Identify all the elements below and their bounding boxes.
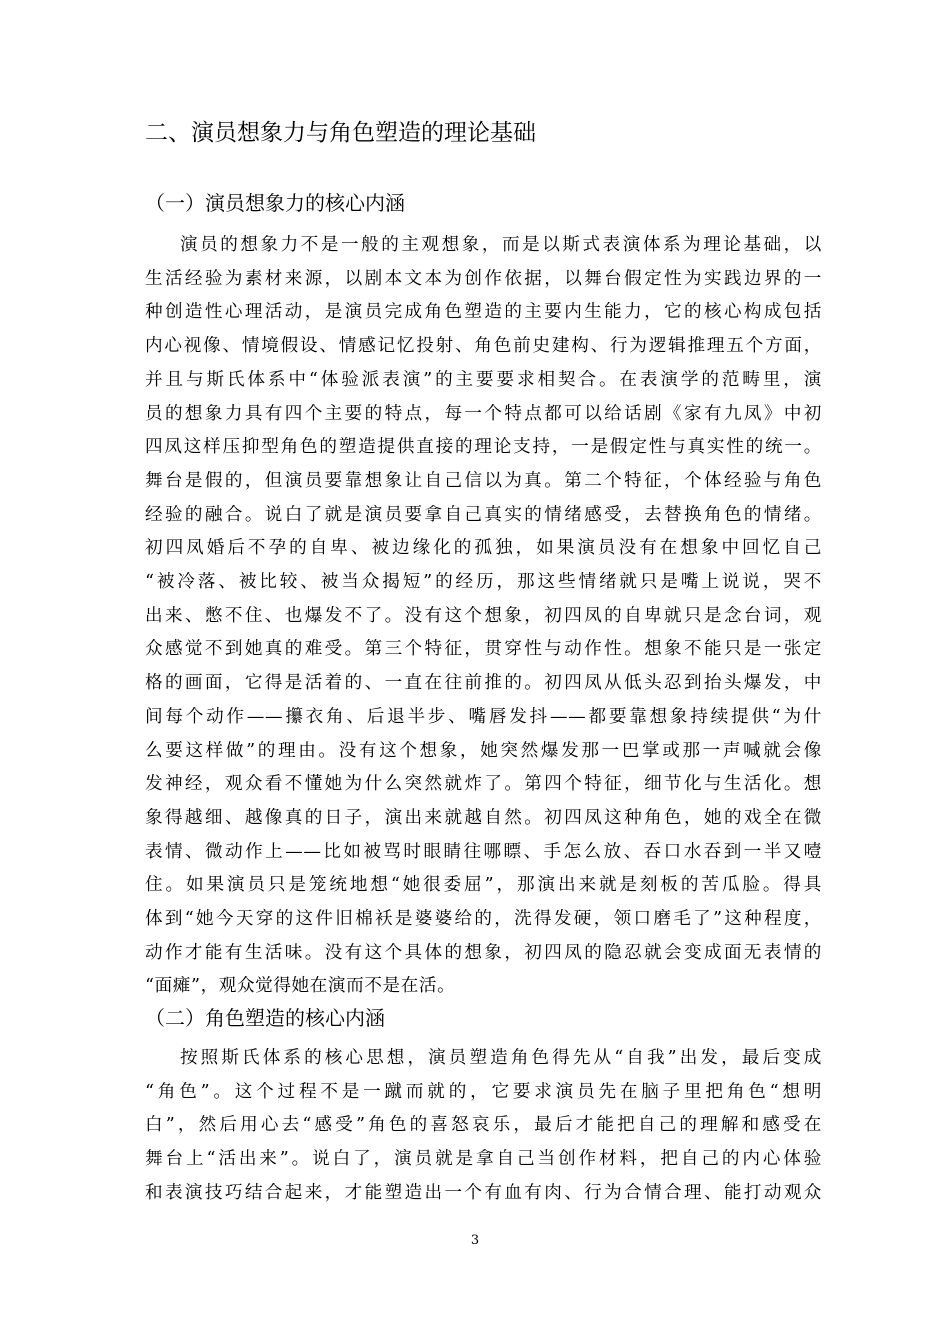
text-line: 象得越细、越像真的日子，演出来就越自然。初四凤这种角色，她的戏全在微 — [145, 807, 822, 828]
section-heading: （二）角色塑造的核心内涵 — [145, 1006, 385, 1030]
text-line: 经验的融合。说白了就是演员要拿自己真实的情绪感受，去替换角色的情绪。 — [145, 504, 822, 525]
text-line: 众感觉不到她真的难受。第三个特征，贯穿性与动作性。想象不能只是一张定 — [145, 639, 822, 660]
text-line: 舞台是假的，但演员要靠想象让自己信以为真。第二个特征，个体经验与角色 — [145, 470, 822, 491]
text-line: 住。如果演员只是笼统地想“她很委屈”，那演出来就是刻板的苦瓜脸。得具 — [145, 875, 822, 896]
text-line: 演员的想象力不是一般的主观想象，而是以斯式表演体系为理论基础，以 — [180, 235, 822, 255]
text-line: “被冷落、被比较、被当众揭短”的经历，那这些情绪就只是嘴上说说，哭不 — [145, 572, 822, 593]
text-line: 表情、微动作上——比如被骂时眼睛往哪瞟、手怎么放、吞口水吞到一半又噎 — [145, 841, 822, 862]
section-body-paragraph — [145, 1042, 822, 1211]
text-line: 舞台上“活出来”。说白了，演员就是拿自己当创作材料，把自己的内心体验 — [145, 1149, 822, 1170]
text-line: 和表演技巧结合起来，才能塑造出一个有血有肉、行为合情合理、能打动观众 — [145, 1182, 822, 1203]
text-line: 初四凤婚后不孕的自卑、被边缘化的孤独，如果演员没有在想象中回忆自己 — [145, 538, 822, 559]
text-line: 生活经验为素材来源，以剧本文本为创作依据，以舞台假定性为实践边界的一 — [145, 268, 822, 289]
text-line: 白”，然后用心去“感受”角色的喜怒哀乐，最后才能把自己的理解和感受在 — [145, 1115, 822, 1136]
page-number: 3 — [470, 1233, 480, 1248]
text-line: 出来、憋不住、也爆发不了。没有这个想象，初四凤的自卑就只是念台词，观 — [145, 605, 822, 626]
text-line: 动作才能有生活味。没有这个具体的想象，初四凤的隐忍就会变成面无表情的 — [145, 942, 822, 963]
text-line: 员的想象力具有四个主要的特点，每一个特点都可以给话剧《家有九凤》中初 — [145, 403, 822, 424]
section-body-paragraph — [145, 229, 822, 1004]
text-line: “角色”。这个过程不是一蹴而就的，它要求演员先在脑子里把角色“想明 — [145, 1081, 822, 1102]
text-line: 按照斯氏体系的核心思想，演员塑造角色得先从“自我”出发，最后变成 — [180, 1048, 822, 1068]
text-line: 间每个动作——攥衣角、后退半步、嘴唇发抖——都要靠想象持续提供“为什 — [145, 706, 822, 727]
text-line: “面瘫”，观众觉得她在演而不是在活。 — [145, 976, 456, 997]
text-line: 发神经，观众看不懂她为什么突然就炸了。第四个特征，细节化与生活化。想 — [145, 774, 822, 795]
text-line: 内心视像、情境假设、情感记忆投射、角色前史建构、行为逻辑推理五个方面， — [145, 336, 822, 357]
chapter-title: 二、演员想象力与角色塑造的理论基础 — [145, 120, 536, 146]
text-line: 格的画面，它得是活着的、一直在往前推的。初四凤从低头忍到抬头爆发，中 — [145, 673, 822, 694]
text-line: 体到“她今天穿的这件旧棉袄是婆婆给的，洗得发硬，领口磨毛了”这种程度， — [145, 909, 822, 930]
text-line: 么要这样做”的理由。没有这个想象，她突然爆发那一巴掌或那一声喊就会像 — [145, 740, 822, 761]
text-line: 并且与斯氏体系中“体验派表演”的主要要求相契合。在表演学的范畴里，演 — [145, 369, 822, 390]
section-heading: （一）演员想象力的核心内涵 — [145, 191, 405, 215]
text-line: 种创造性心理活动，是演员完成角色塑造的主要内生能力，它的核心构成包括 — [145, 302, 822, 323]
text-line: 四凤这样压抑型角色的塑造提供直接的理论支持，一是假定性与真实性的统一。 — [145, 437, 822, 458]
